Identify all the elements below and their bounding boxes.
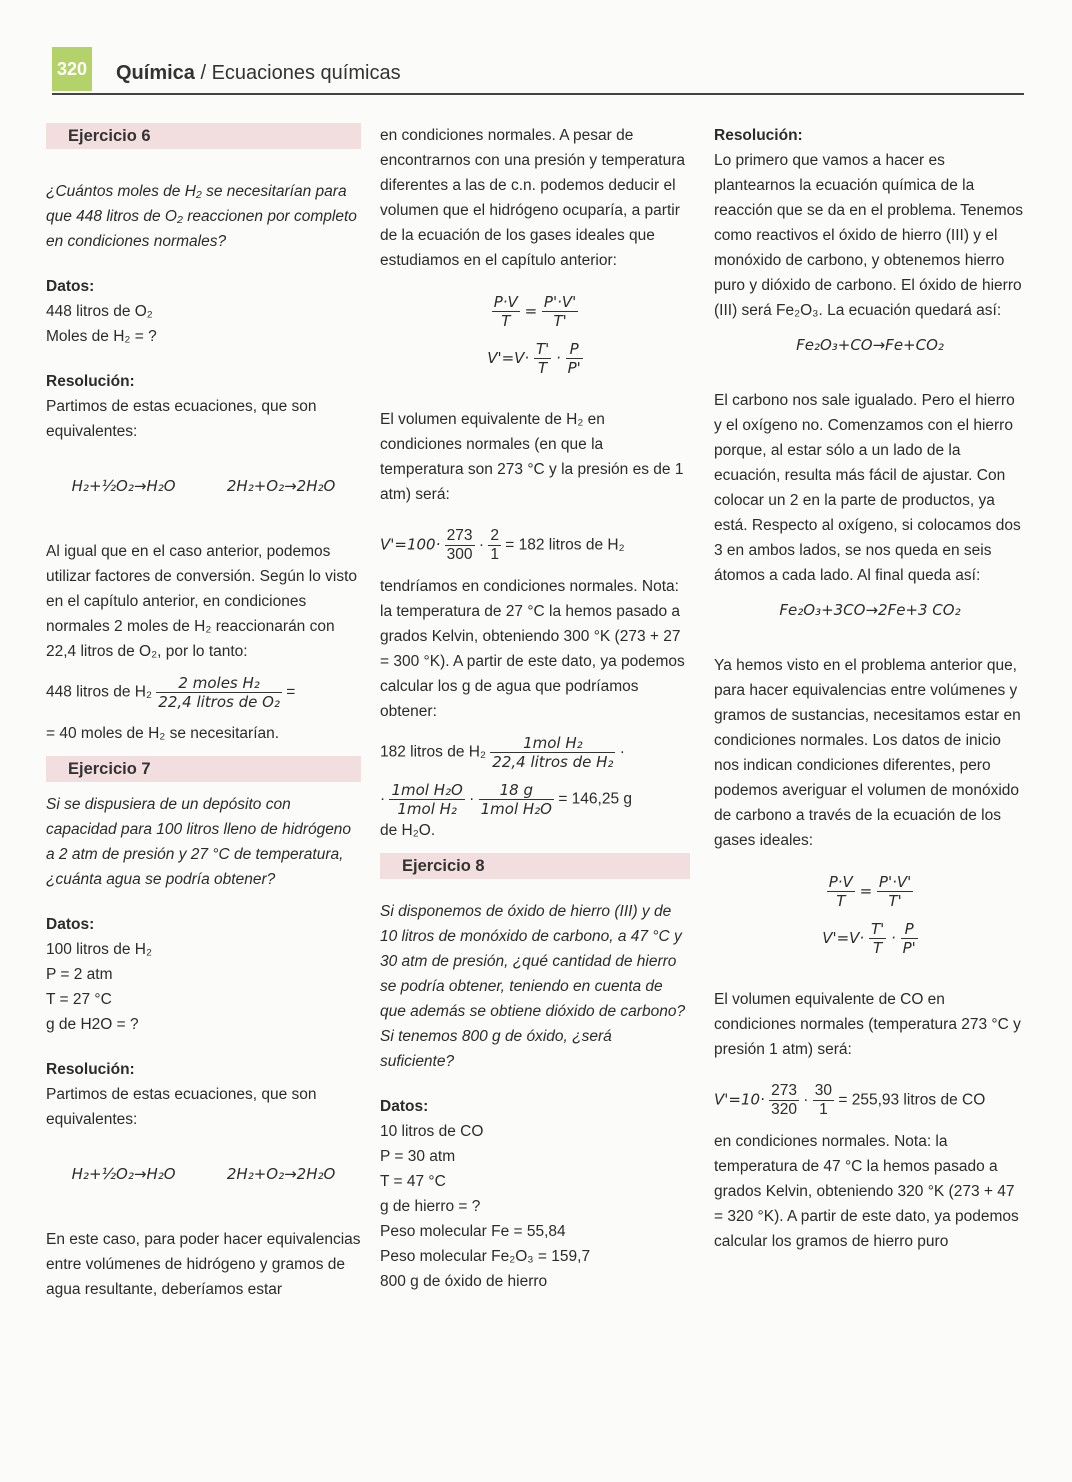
header-separator: / <box>194 62 212 84</box>
exercise-7-title: Ejercicio 7 <box>46 756 361 782</box>
ex7-body: En este caso, para poder hacer equivalencias entre volúmenes de hidrógeno y gramos de agua resultante, deberíamos estar <box>46 1231 361 1298</box>
numerator: 2 <box>490 527 499 544</box>
denominator: P' <box>567 359 581 377</box>
denominator: T <box>836 892 846 910</box>
numerator: P <box>901 920 918 939</box>
ex8-datos-heading: Datos: <box>380 1098 429 1115</box>
denominator: T <box>501 312 511 330</box>
numerator: P·V <box>493 293 518 311</box>
equation: 2H₂+O₂→2H₂O <box>226 1165 336 1183</box>
ex6-equations <box>46 474 361 499</box>
column-3 <box>714 123 1026 1254</box>
gas-law-equation: $\frac{P\cdot V}{T}$ = $\frac{P'\cdot V'}{T'}$ <box>828 873 912 910</box>
col3-balance-text: El carbono nos sale igualado. Pero el hierro y el oxígeno no. Comenzamos con el hierro porque, al estar sólo a un lado de la ecuación, resulta más fácil de ajustar. Con colocar un 2 en la parte de productos, ya está. Respecto al oxígeno, si colocamos dos 3 en ambos lados, se nos queda en seis átomos a cada lado. Al final queda así: <box>714 392 1021 584</box>
col2-grams-calc-1: 182 litros de H₂ $\frac{\text{1mol H₂}}{\text{22,4 litros de H₂}}$ · <box>380 734 625 771</box>
header-chapter: Ecuaciones químicas <box>211 62 401 84</box>
column-1 <box>46 123 361 1302</box>
header-subject: Química <box>116 62 195 84</box>
numerator: 273 <box>771 1082 797 1099</box>
denominator: P' <box>902 939 916 957</box>
denominator: 300 <box>446 546 473 563</box>
col2-grams-tail: de H₂O. <box>380 822 436 839</box>
ex6-calculation: 448 litros de H₂ $\frac{\text{2 moles H₂}}{\text{22,4 litros de O₂}}$ = <box>46 674 296 711</box>
ex6-body: Al igual que en el caso anterior, podemos utilizar factores de conversión. Según lo visto en el capítulo anterior, en condiciones normales 2 moles de H₂ reaccionarán con 22,4 litros de O₂, por lo tanto: <box>46 543 358 660</box>
numerator: 30 <box>814 1082 833 1099</box>
calc-result: = 146,25 g <box>558 790 633 808</box>
formula-lead: V'=10· <box>714 1090 765 1109</box>
denominator: 1mol H₂O <box>480 800 552 818</box>
ex8-dato: P = 30 atm <box>380 1148 456 1165</box>
ex7-res-intro: Partimos de estas ecuaciones, que son equivalentes: <box>46 1086 317 1128</box>
ex8-resolucion-heading: Resolución: <box>714 127 803 144</box>
numerator: P <box>566 340 583 359</box>
volume-formula: V'=V· $\frac{T'}{T}$ · $\frac{P}{P'}$ <box>822 920 916 957</box>
denominator: T <box>538 359 548 377</box>
ex6-res-intro: Partimos de estas ecuaciones, que son equivalentes: <box>46 398 317 440</box>
denominator: 22,4 litros de H₂ <box>492 753 614 771</box>
balanced-equation: Fe₂O₃+3CO→2Fe+3 CO₂ <box>779 601 961 619</box>
numerator: 273 <box>446 527 473 544</box>
formula-lead: V'=100· <box>380 535 441 554</box>
ex8-dato: T = 47 °C <box>380 1173 446 1190</box>
ex7-equations <box>46 1162 361 1187</box>
col2-grams-calc-2: · $\frac{\text{1mol H₂O}}{\text{1mol H₂}}$ · $\frac{18 g}{\text{1mol H₂O}}$ = 146,25 g <box>380 781 633 818</box>
numerator: P·V <box>828 873 853 891</box>
page-number: 320 <box>52 47 92 91</box>
gas-law-equation: $\frac{P\cdot V}{T}$ = $\frac{P'\cdot V'}{T'}$ <box>493 293 577 330</box>
ex7-dato: 100 litros de H₂ <box>46 941 152 958</box>
column-2 <box>380 123 690 1294</box>
numerator: T' <box>870 920 885 938</box>
col2-volume-calc: V'=100· $\frac{273}{300}$ · $\frac{2}{1}$ = 182 litros de H₂ <box>380 527 625 563</box>
exercise-6-question: ¿Cuántos moles de H₂ se necesitarían para que 448 litros de O₂ reaccionen por completo en condiciones normales? <box>46 183 357 250</box>
denominator: T' <box>553 312 567 330</box>
numerator: 1mol H₂ <box>490 734 615 753</box>
ex6-dato: 448 litros de O₂ <box>46 303 153 320</box>
ex8-dato: 800 g de óxido de hierro <box>380 1273 548 1290</box>
formula-lead: V'=V· <box>822 929 865 947</box>
calc-result: = 255,93 litros de CO <box>838 1091 986 1109</box>
equation: H₂+½O₂→H₂O <box>71 477 176 495</box>
ex7-datos-heading: Datos: <box>46 916 95 933</box>
numerator: 1mol H₂O <box>391 781 463 799</box>
ex8-dato: g de hierro = ? <box>380 1198 481 1215</box>
ex7-dato: T = 27 °C <box>46 991 112 1008</box>
col3-volume-calc: V'=10· $\frac{273}{320}$ · $\frac{30}{1}$ = 255,93 litros de CO <box>714 1082 986 1118</box>
denominator: 22,4 litros de O₂ <box>158 693 280 711</box>
ex6-resolucion-heading: Resolución: <box>46 373 135 390</box>
equation: 2H₂+O₂→2H₂O <box>226 477 336 495</box>
equation: H₂+½O₂→H₂O <box>71 1165 176 1183</box>
unbalanced-equation: Fe₂O₃+CO→Fe+CO₂ <box>796 336 944 354</box>
ex8-dato: Peso molecular Fe = 55,84 <box>380 1223 566 1240</box>
denominator: 1 <box>490 546 499 563</box>
exercise-6-title: Ejercicio 6 <box>46 123 361 149</box>
ex7-dato: P = 2 atm <box>46 966 113 983</box>
formula-lead: V'=V· <box>487 349 530 367</box>
denominator: T' <box>888 892 902 910</box>
col2-volume-text: El volumen equivalente de H₂ en condiciones normales (en que la temperatura son 273 °C y la presión es de 1 atm) será: <box>380 411 684 503</box>
col2-intro: en condiciones normales. A pesar de encontrarnos con una presión y temperatura diferentes a las de c.n. podemos deducir el volumen que el hidrógeno ocuparía, a partir de la ecuación de los gases ideales que estudiamos en el capítulo anterior: <box>380 127 686 269</box>
col2-after-text: tendríamos en condiciones normales. Nota: la temperatura de 27 °C la hemos pasado a grados Kelvin, obteniendo 300 °K (273 + 27 = 300 °K). A partir de este dato, ya podemos calcular los g de agua que podríamos obtener: <box>380 578 685 720</box>
denominator: 1 <box>819 1101 828 1118</box>
ex8-dato: Peso molecular Fe₂O₃ = 159,7 <box>380 1248 591 1265</box>
volume-formula: V'=V· $\frac{T'}{T}$ · $\frac{P}{P'}$ <box>487 340 581 377</box>
numerator: 18 g <box>479 781 554 800</box>
calc-lead: 182 litros de H₂ <box>380 743 486 761</box>
ex7-dato: g de H2O = ? <box>46 1016 139 1033</box>
numerator: 2 moles H₂ <box>156 674 282 693</box>
col3-cn-text: Ya hemos visto en el problema anterior que, para hacer equivalencias entre volúmenes y gramos de sustancias, necesitamos estar en condiciones normales. Los datos de inicio nos indican condiciones diferentes, pero podemos averiguar el volumen de monóxido de carbono a través de la ecuación de los gases ideales: <box>714 657 1021 849</box>
conversion-factor <box>156 674 282 711</box>
running-header <box>116 62 401 85</box>
col3-end-text: en condiciones normales. Nota: la temperatura de 47 °C la hemos pasado a grados Kelvin, obteniendo 320 °K (273 + 47 = 320 °K). A partir de este dato, ya podemos calcular los gramos de hierro puro <box>714 1133 1019 1250</box>
denominator: T <box>873 939 883 957</box>
col3-volume-text: El volumen equivalente de CO en condiciones normales (temperatura 273 °C y presión 1 atm) será: <box>714 991 1021 1058</box>
header-rule <box>52 93 1024 95</box>
calc-lead: 448 litros de H₂ <box>46 683 152 701</box>
ex6-dato: Moles de H₂ = ? <box>46 328 157 345</box>
ex6-datos-heading: Datos: <box>46 278 95 295</box>
denominator: 320 <box>771 1101 797 1118</box>
numerator: P'·V' <box>543 293 577 311</box>
exercise-8-question: Si disponemos de óxido de hierro (III) y de 10 litros de monóxido de carbono, a 47 °C y 30 atm de presión, ¿qué cantidad de hierro se podría obtener, teniendo en cuenta de que además se obtiene dióxido de carbono? Si tenemos 800 g de óxido, ¿será suficiente? <box>380 903 686 1070</box>
ex8-dato: 10 litros de CO <box>380 1123 484 1140</box>
calc-result: = 182 litros de H₂ <box>505 536 625 554</box>
col3-res-text: Lo primero que vamos a hacer es plantearnos la ecuación química de la reacción que se da en el problema. Tenemos como reactivos el óxido de hierro (III) y el monóxido de carbono, y obtenemos hierro puro y dióxido de carbono. El óxido de hierro (III) será Fe₂O₃. La ecuación quedará así: <box>714 152 1024 319</box>
numerator: P'·V' <box>878 873 912 891</box>
numerator: T' <box>535 340 550 358</box>
denominator: 1mol H₂ <box>397 800 457 818</box>
exercise-8-title: Ejercicio 8 <box>380 853 690 879</box>
ex7-resolucion-heading: Resolución: <box>46 1061 135 1078</box>
exercise-7-question: Si se dispusiera de un depósito con capacidad para 100 litros lleno de hidrógeno a 2 atm de presión y 27 °C de temperatura, ¿cuánta agua se podría obtener? <box>46 796 352 888</box>
ex6-result: = 40 moles de H₂ se necesitarían. <box>46 725 280 742</box>
